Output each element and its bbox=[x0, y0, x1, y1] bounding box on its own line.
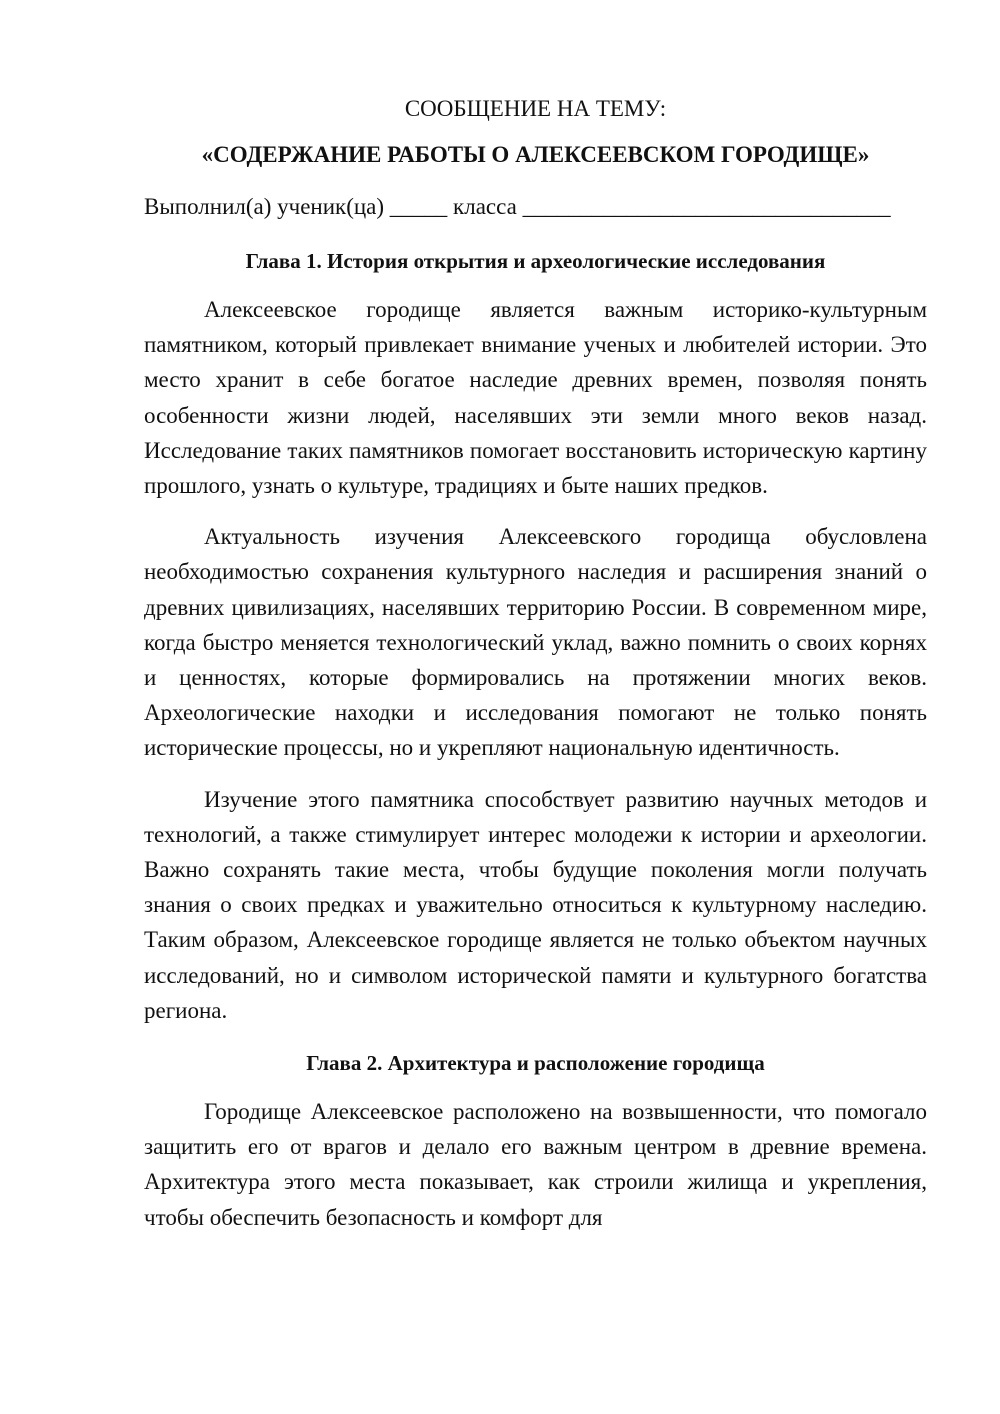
chapter-1-paragraph-1: Алексеевское городище является важным историко-культурным памятником, который привлекает внимание ученых и любителей истории. Это место хранит в себе богатое наследие древних времен, позволяя понять особенности жизни людей, населявших эти земли много веков назад. Исследование таких памятников помогает восстановить историческую картину прошлого, узнать о культуре, традициях и быте наших предков. bbox=[144, 297, 927, 499]
author-line: Выполнил(а) ученик(ца) _____ класса ________________________________ bbox=[144, 194, 891, 219]
chapter-2-paragraph-1: Городище Алексеевское расположено на возвышенности, что помогало защитить его от врагов и делало его важным центром в древние времена. Архитектура этого места показывает, как строили жилища и укрепления, чтобы обеспечить безопасность и комфорт для bbox=[144, 1099, 927, 1230]
document-title: СООБЩЕНИЕ НА ТЕМУ: bbox=[404, 96, 667, 121]
chapter-1-heading: Глава 1. История открытия и археологические исследования bbox=[245, 249, 826, 273]
chapter-2-heading: Глава 2. Архитектура и расположение городища bbox=[306, 1051, 765, 1076]
chapter-1-paragraph-3: Изучение этого памятника способствует развитию научных методов и технологий, а также стимулирует интерес молодежи к истории и археологии. Важно сохранять такие места, чтобы будущие поколения могли получать знания о своих предках и уважительно относиться к культурному наследию. Таким образом, Алексеевское городище является не только объектом научных исследований, но и символом исторической памяти и культурного богатства региона. bbox=[144, 786, 927, 1023]
document-subtitle: «СОДЕРЖАНИЕ РАБОТЫ О АЛЕКСЕЕВСКОМ ГОРОДИЩЕ» bbox=[201, 142, 870, 167]
document-body bbox=[144, 92, 927, 1235]
chapter-1-paragraph-2: Актуальность изучения Алексеевского городища обусловлена необходимостью сохранения культурного наследия и расширения знаний о древних цивилизациях, населявших территорию России. В современном мире, когда быстро меняется технологический уклад, важно помнить о своих корнях и ценностях, которые формировались на протяжении многих веков. Археологические находки и исследования помогают не только понять исторические процессы, но и укрепляют национальную идентичность. bbox=[144, 524, 927, 761]
